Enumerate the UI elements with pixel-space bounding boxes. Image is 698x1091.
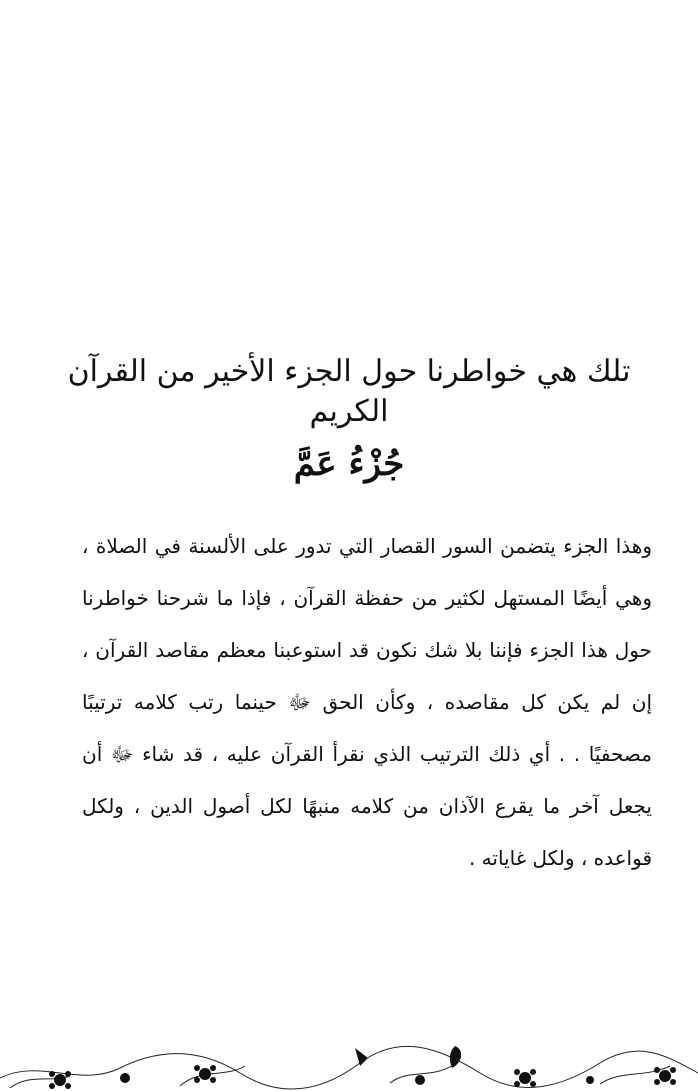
floral-vine-ornament: [0, 1018, 698, 1091]
page-title: تلك هي خواطرنا حول الجزء الأخير من القرآن الكريم: [67, 354, 631, 429]
section-heading: جُزْءُ عَمَّ: [293, 444, 405, 484]
body-paragraph: وهذا الجزء يتضمن السور القصار التي تدور على الألسنة في الصلاة ، وهي أيضًا المستهل لكثير من حفظة القرآن ، فإذا ما شرحنا خواطرنا حول هذا الجزء فإننا بلا شك نكون قد استوعبنا معظم مقاصد القرآن ، إن لم يكن كل مقاصده ، وكأن الحق ﷻ حينما رتب كلامه ترتيبًا مصحفيًا . . أي ذلك الترتيب الذي نقرأ القرآن عليه ، قد شاء ﷻ أن يجعل آخر ما يقرع الآذان من كلامه منبهًا لكل أصول الدين ، ولكل قواعده ، ولكل غاياته .: [82, 534, 652, 870]
